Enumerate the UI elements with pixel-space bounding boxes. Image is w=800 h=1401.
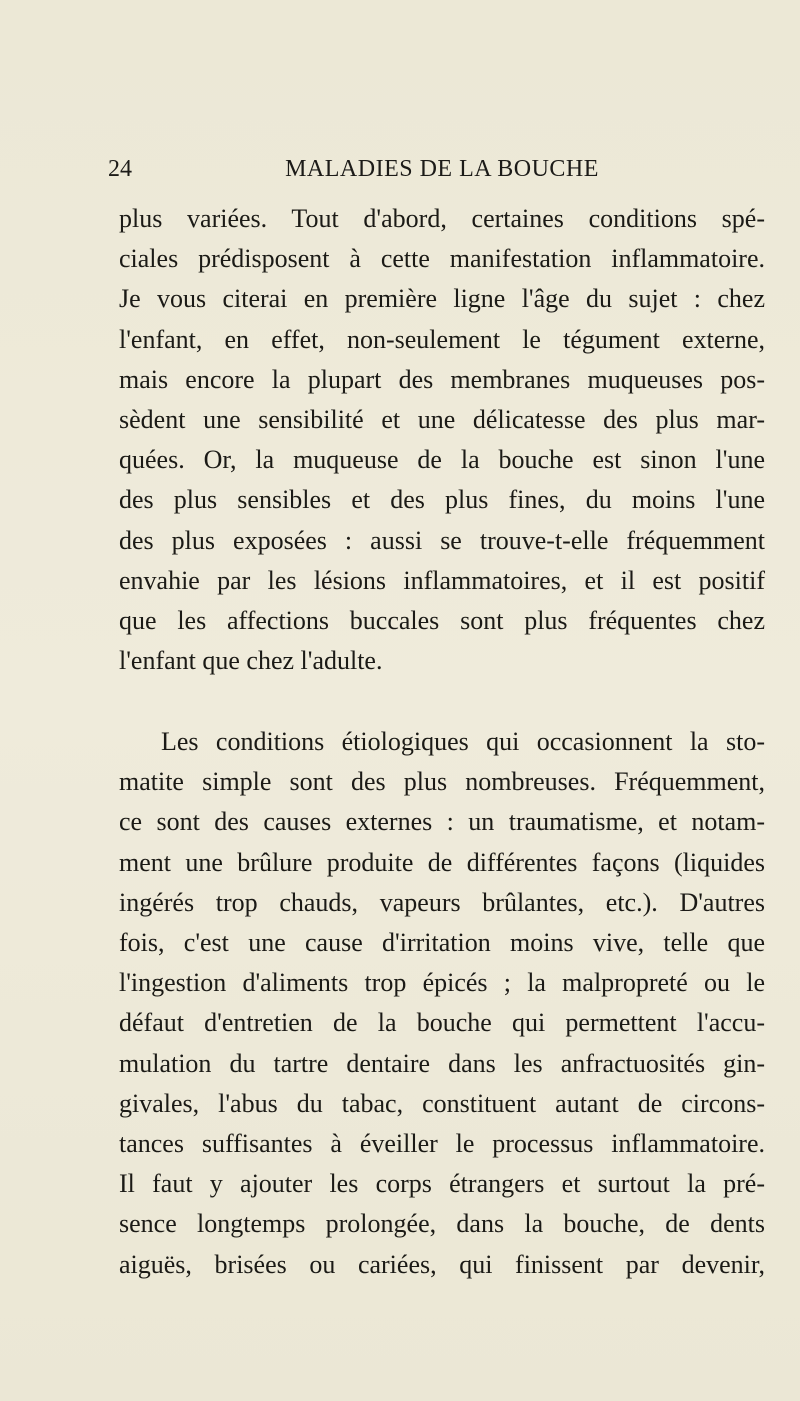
text-line: mais encore la plupart des membranes muqueuses pos- — [119, 364, 765, 394]
text-line: ciales prédisposent à cette manifestation inflammatoire. — [119, 244, 765, 274]
text-line: des plus sensibles et des plus fines, du moins l'une — [119, 485, 765, 515]
page-header — [108, 152, 762, 192]
text-line: Il faut y ajouter les corps étrangers et surtout la pré- — [119, 1169, 765, 1199]
paragraph-2 — [119, 722, 765, 1285]
text-line: Les conditions étiologiques qui occasionnent la sto- — [161, 727, 765, 756]
text-line: sèdent une sensibilité et une délicatesse des plus mar- — [119, 405, 765, 435]
text-line: ce sont des causes externes : un traumatisme, et notam- — [119, 807, 765, 837]
text-line: aiguës, brisées ou cariées, qui finissent par devenir, — [119, 1249, 765, 1279]
text-line: fois, c'est une cause d'irritation moins vive, telle que — [119, 928, 765, 958]
text-line: sence longtemps prolongée, dans la bouche, de dents — [119, 1209, 765, 1239]
text-line: l'ingestion d'aliments trop épicés ; la malpropreté ou le — [119, 968, 765, 998]
paragraph-1 — [119, 199, 765, 681]
text-line: Je vous citerai en première ligne l'âge du sujet : chez — [119, 284, 765, 314]
text-line: que les affections buccales sont plus fréquentes chez — [119, 606, 765, 636]
text-line: l'enfant que chez l'adulte. — [119, 646, 383, 676]
text-line: mulation du tartre dentaire dans les anfractuosités gin- — [119, 1048, 765, 1078]
running-title: MALADIES DE LA BOUCHE — [285, 156, 599, 182]
text-line: plus variées. Tout d'abord, certaines conditions spé- — [119, 204, 765, 233]
text-line: ment une brûlure produite de différentes façons (liquides — [119, 847, 765, 877]
page-number: 24 — [108, 156, 132, 182]
text-line: matite simple sont des plus nombreuses. Fréquemment, — [119, 767, 765, 797]
text-line: tances suffisantes à éveiller le processus inflammatoire. — [119, 1129, 765, 1159]
text-line: ingérés trop chauds, vapeurs brûlantes, etc.). D'autres — [119, 887, 765, 917]
text-line: givales, l'abus du tabac, constituent autant de circons- — [119, 1088, 765, 1118]
text-line: l'enfant, en effet, non-seulement le tégument externe, — [119, 324, 765, 354]
text-line: défaut d'entretien de la bouche qui permettent l'accu- — [119, 1008, 765, 1038]
text-line: des plus exposées : aussi se trouve-t-elle fréquemment — [119, 525, 765, 555]
text-line: envahie par les lésions inflammatoires, et il est positif — [119, 565, 765, 595]
text-line: quées. Or, la muqueuse de la bouche est sinon l'une — [119, 445, 765, 475]
